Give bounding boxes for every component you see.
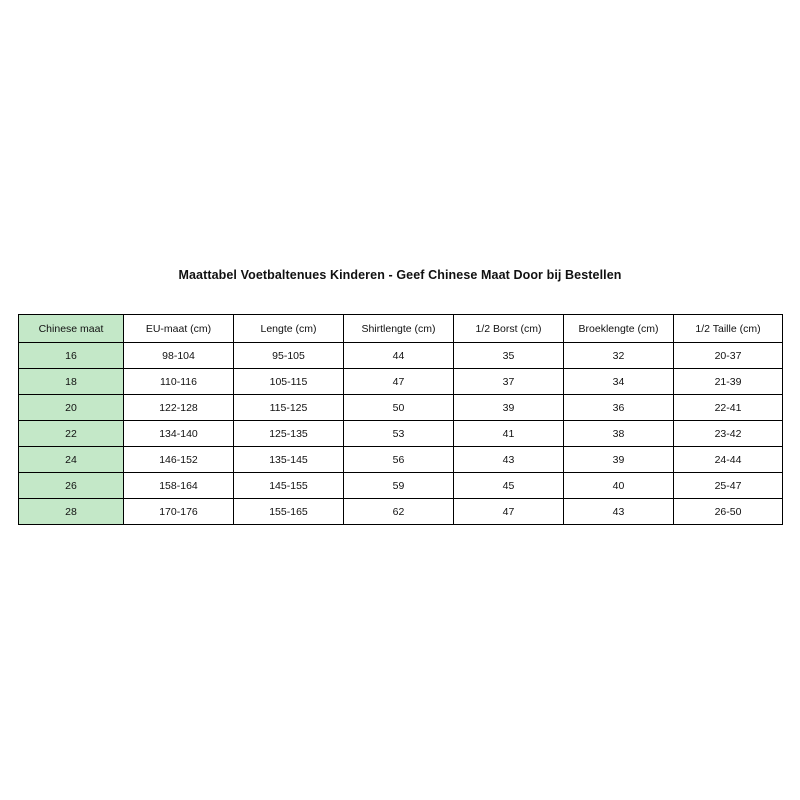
cell-lengte: 145-155 bbox=[234, 473, 344, 499]
cell-broeklengte: 38 bbox=[564, 421, 674, 447]
table-row bbox=[19, 421, 783, 447]
cell-lengte: 125-135 bbox=[234, 421, 344, 447]
cell-half-taille: 21-39 bbox=[674, 369, 783, 395]
column-header-broeklengte: Broeklengte (cm) bbox=[564, 315, 674, 343]
size-chart-container bbox=[18, 314, 782, 525]
cell-lengte: 105-115 bbox=[234, 369, 344, 395]
column-header-lengte: Lengte (cm) bbox=[234, 315, 344, 343]
cell-broeklengte: 40 bbox=[564, 473, 674, 499]
size-chart-table bbox=[18, 314, 783, 525]
cell-broeklengte: 43 bbox=[564, 499, 674, 525]
cell-shirtlengte: 47 bbox=[344, 369, 454, 395]
cell-half-taille: 23-42 bbox=[674, 421, 783, 447]
column-header-half-borst: 1/2 Borst (cm) bbox=[454, 315, 564, 343]
cell-chinese-maat: 18 bbox=[19, 369, 124, 395]
cell-shirtlengte: 56 bbox=[344, 447, 454, 473]
cell-half-taille: 24-44 bbox=[674, 447, 783, 473]
table-row bbox=[19, 369, 783, 395]
cell-shirtlengte: 53 bbox=[344, 421, 454, 447]
table-row bbox=[19, 447, 783, 473]
cell-lengte: 115-125 bbox=[234, 395, 344, 421]
column-header-chinese-maat: Chinese maat bbox=[19, 315, 124, 343]
cell-half-borst: 37 bbox=[454, 369, 564, 395]
cell-chinese-maat: 20 bbox=[19, 395, 124, 421]
cell-broeklengte: 39 bbox=[564, 447, 674, 473]
cell-shirtlengte: 50 bbox=[344, 395, 454, 421]
cell-half-borst: 45 bbox=[454, 473, 564, 499]
cell-eu-maat: 110-116 bbox=[124, 369, 234, 395]
cell-chinese-maat: 28 bbox=[19, 499, 124, 525]
cell-broeklengte: 34 bbox=[564, 369, 674, 395]
cell-chinese-maat: 22 bbox=[19, 421, 124, 447]
cell-chinese-maat: 16 bbox=[19, 343, 124, 369]
column-header-shirtlengte: Shirtlengte (cm) bbox=[344, 315, 454, 343]
table-header bbox=[19, 315, 783, 343]
cell-eu-maat: 134-140 bbox=[124, 421, 234, 447]
cell-lengte: 95-105 bbox=[234, 343, 344, 369]
cell-half-borst: 43 bbox=[454, 447, 564, 473]
cell-half-borst: 41 bbox=[454, 421, 564, 447]
cell-chinese-maat: 24 bbox=[19, 447, 124, 473]
table-header-row bbox=[19, 315, 783, 343]
cell-broeklengte: 36 bbox=[564, 395, 674, 421]
cell-lengte: 155-165 bbox=[234, 499, 344, 525]
page-title: Maattabel Voetbaltenues Kinderen - Geef Chinese Maat Door bij Bestellen bbox=[178, 268, 622, 282]
cell-half-taille: 20-37 bbox=[674, 343, 783, 369]
table-row bbox=[19, 499, 783, 525]
table-body bbox=[19, 343, 783, 525]
cell-half-taille: 22-41 bbox=[674, 395, 783, 421]
cell-half-taille: 26-50 bbox=[674, 499, 783, 525]
cell-shirtlengte: 59 bbox=[344, 473, 454, 499]
cell-shirtlengte: 62 bbox=[344, 499, 454, 525]
cell-eu-maat: 170-176 bbox=[124, 499, 234, 525]
cell-half-taille: 25-47 bbox=[674, 473, 783, 499]
cell-half-borst: 35 bbox=[454, 343, 564, 369]
cell-half-borst: 39 bbox=[454, 395, 564, 421]
cell-eu-maat: 146-152 bbox=[124, 447, 234, 473]
table-row bbox=[19, 395, 783, 421]
cell-broeklengte: 32 bbox=[564, 343, 674, 369]
column-header-half-taille: 1/2 Taille (cm) bbox=[674, 315, 783, 343]
cell-eu-maat: 122-128 bbox=[124, 395, 234, 421]
table-row bbox=[19, 343, 783, 369]
cell-half-borst: 47 bbox=[454, 499, 564, 525]
cell-eu-maat: 98-104 bbox=[124, 343, 234, 369]
cell-lengte: 135-145 bbox=[234, 447, 344, 473]
cell-shirtlengte: 44 bbox=[344, 343, 454, 369]
cell-eu-maat: 158-164 bbox=[124, 473, 234, 499]
column-header-eu-maat: EU-maat (cm) bbox=[124, 315, 234, 343]
cell-chinese-maat: 26 bbox=[19, 473, 124, 499]
table-row bbox=[19, 473, 783, 499]
